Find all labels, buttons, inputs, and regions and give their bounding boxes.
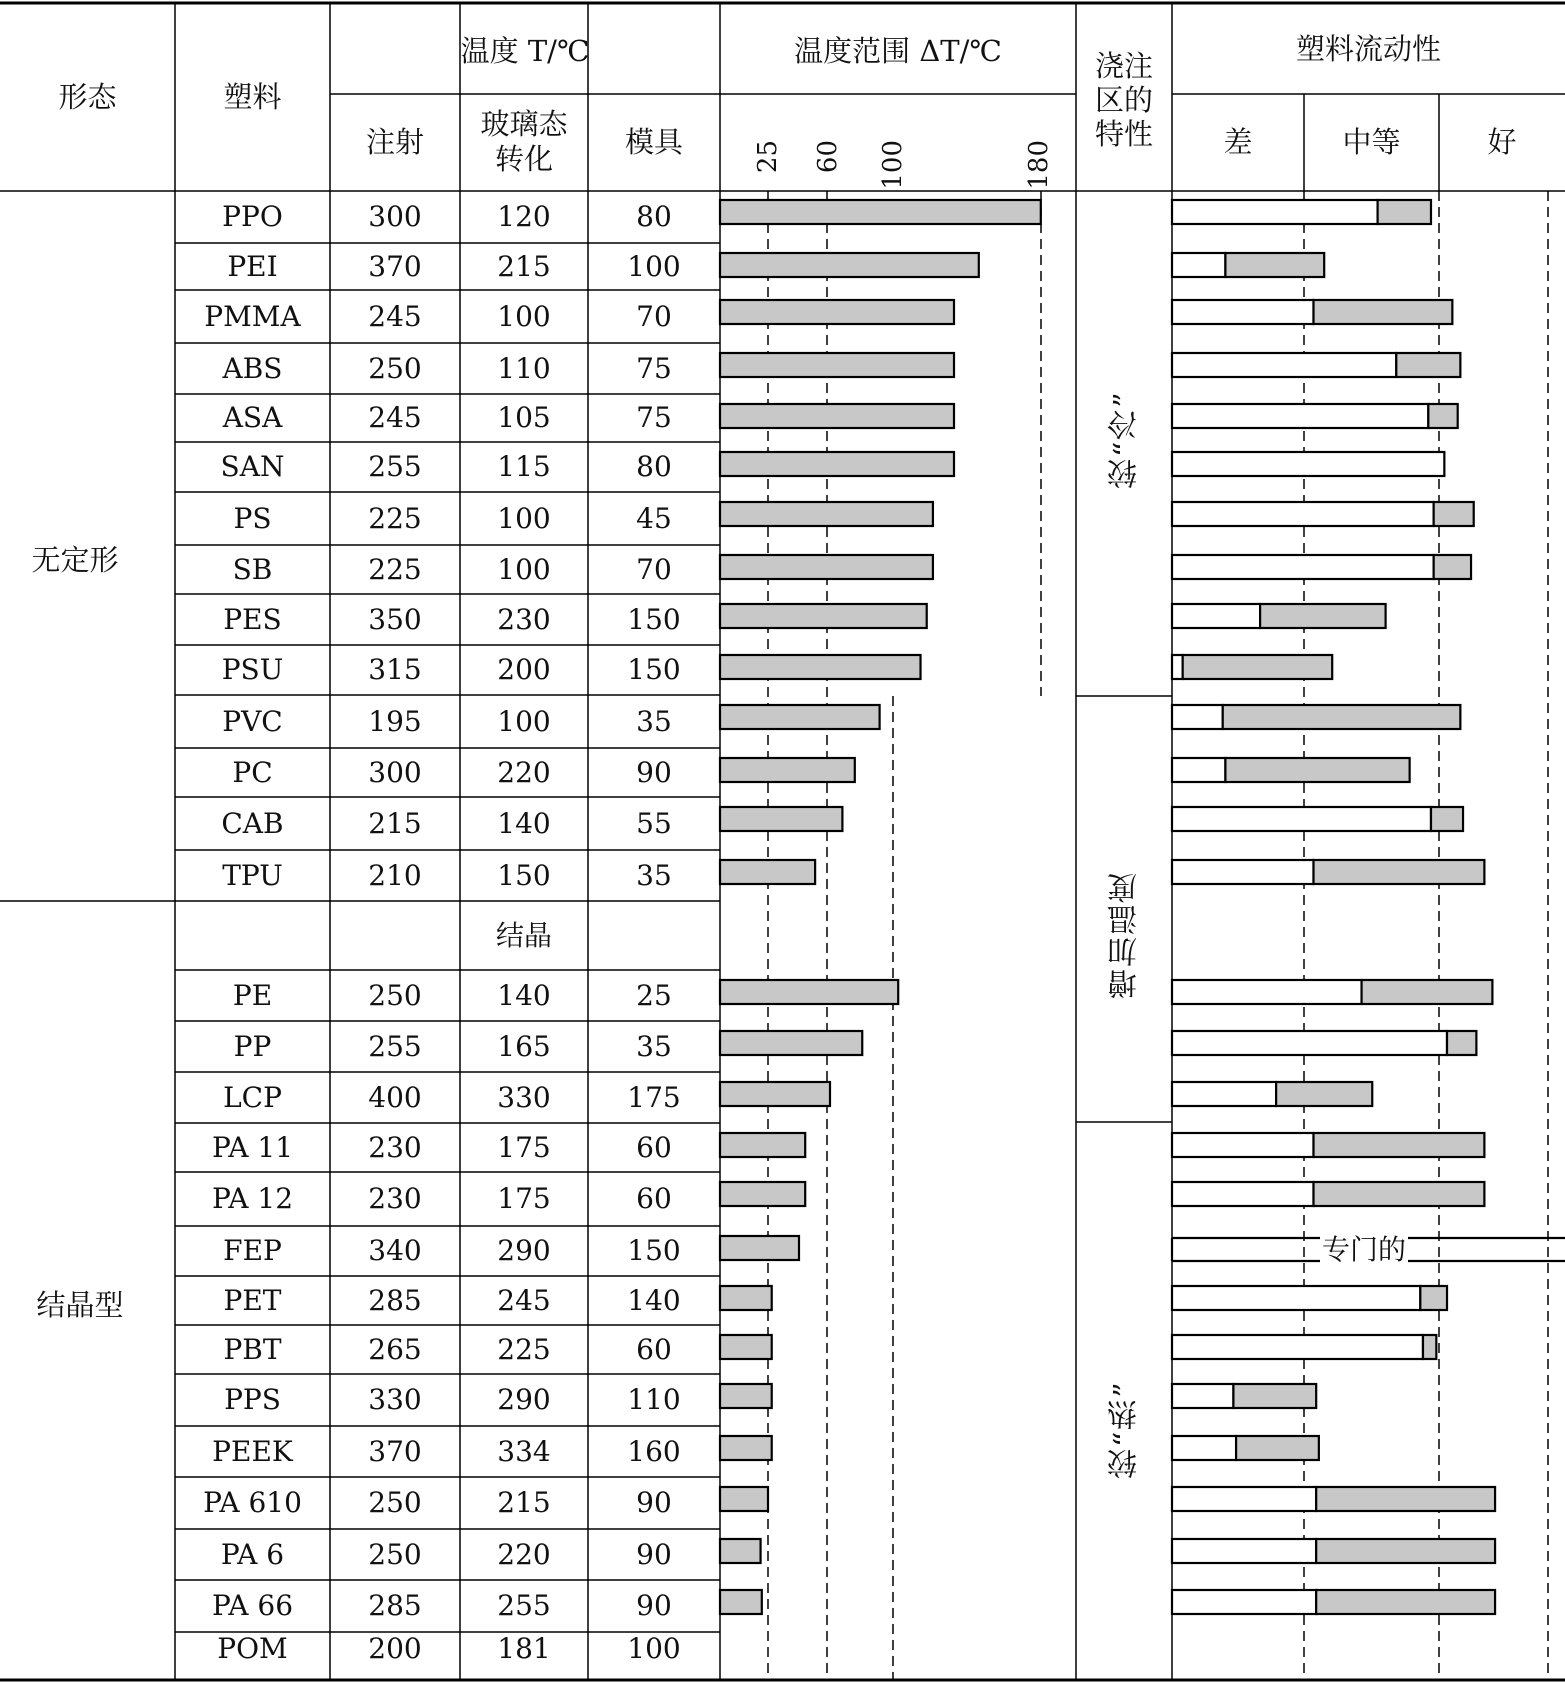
injection-temp: 330 bbox=[368, 1383, 422, 1417]
header-plastic: 塑料 bbox=[223, 79, 282, 114]
flow-bar-white bbox=[1172, 1384, 1233, 1408]
flow-bar-gray bbox=[1316, 1590, 1495, 1614]
glass-transition-temp: 334 bbox=[497, 1434, 551, 1468]
glass-transition-temp: 150 bbox=[497, 858, 551, 892]
plastic-name: LCP bbox=[223, 1080, 282, 1114]
injection-temp: 225 bbox=[368, 552, 422, 586]
injection-temp: 255 bbox=[368, 1029, 422, 1063]
flow-bar-gray bbox=[1276, 1082, 1372, 1106]
mold-temp: 75 bbox=[636, 351, 672, 385]
plastic-name: ABS bbox=[222, 351, 283, 385]
mold-temp: 25 bbox=[636, 978, 672, 1012]
injection-temp: 370 bbox=[368, 1434, 422, 1468]
flow-bar-white bbox=[1172, 758, 1225, 782]
flow-bar-white bbox=[1172, 655, 1183, 679]
glass-transition-temp: 220 bbox=[497, 755, 551, 789]
range-bar bbox=[720, 1082, 830, 1106]
header-form: 形态 bbox=[58, 79, 117, 114]
glass-transition-temp: 215 bbox=[497, 249, 551, 283]
plastic-name: PPO bbox=[222, 199, 283, 233]
injection-temp: 250 bbox=[368, 1537, 422, 1571]
plastic-name: PES bbox=[223, 602, 282, 636]
plastic-name: ASA bbox=[222, 401, 283, 435]
flow-level-medium: 中等 bbox=[1342, 124, 1401, 159]
flow-bar-white bbox=[1172, 555, 1434, 579]
range-bar bbox=[720, 200, 1041, 224]
flow-bar-gray bbox=[1223, 705, 1461, 729]
glass-transition-temp: 165 bbox=[497, 1029, 551, 1063]
header-glass-transition: 玻璃态 转化 bbox=[480, 107, 568, 176]
injection-temp: 300 bbox=[368, 199, 422, 233]
mold-temp: 160 bbox=[627, 1434, 681, 1468]
glass-transition-temp: 100 bbox=[497, 552, 551, 586]
plastic-name: FEP bbox=[223, 1234, 282, 1268]
mold-temp: 55 bbox=[636, 806, 672, 840]
injection-temp: 300 bbox=[368, 755, 422, 789]
injection-temp: 225 bbox=[368, 501, 422, 535]
mold-temp: 175 bbox=[627, 1080, 681, 1114]
flow-bar-white bbox=[1172, 452, 1444, 476]
flow-bar-gray bbox=[1314, 1133, 1485, 1157]
glass-transition-temp: 215 bbox=[497, 1486, 551, 1520]
injection-temp: 265 bbox=[368, 1332, 422, 1366]
glass-transition-temp: 100 bbox=[497, 501, 551, 535]
range-tick-100: 100 bbox=[878, 140, 908, 190]
plastic-name: PA 66 bbox=[211, 1589, 294, 1623]
flow-bar-white bbox=[1172, 300, 1314, 324]
glass-transition-temp: 110 bbox=[497, 351, 551, 385]
injection-temp: 340 bbox=[368, 1234, 422, 1268]
flow-bar-white bbox=[1172, 502, 1434, 526]
range-bar bbox=[720, 353, 954, 377]
flow-bar-gray bbox=[1423, 1335, 1436, 1359]
glass-transition-temp: 245 bbox=[497, 1283, 551, 1317]
range-bar bbox=[720, 758, 855, 782]
glass-transition-temp: 100 bbox=[497, 704, 551, 738]
flow-bar-white bbox=[1172, 1031, 1447, 1055]
mold-temp: 90 bbox=[636, 1537, 672, 1571]
flow-bar-white bbox=[1172, 1487, 1316, 1511]
mold-temp: 60 bbox=[636, 1332, 672, 1366]
injection-temp: 195 bbox=[368, 704, 422, 738]
group-amorphous: 无定形 bbox=[31, 542, 119, 577]
flow-level-good: 好 bbox=[1487, 124, 1517, 159]
range-bar bbox=[720, 1133, 805, 1157]
glass-transition-temp: 290 bbox=[497, 1234, 551, 1268]
special-label: 专门的 bbox=[1320, 1228, 1408, 1268]
flow-bar-gray bbox=[1316, 1539, 1495, 1563]
range-tick-180: 180 bbox=[1024, 140, 1054, 190]
flow-bar-gray bbox=[1434, 555, 1471, 579]
flow-bar-white bbox=[1172, 1539, 1316, 1563]
flow-bar-gray bbox=[1362, 980, 1493, 1004]
injection-temp: 315 bbox=[368, 653, 422, 687]
flow-bar-white bbox=[1172, 1590, 1316, 1614]
flow-bar-gray bbox=[1314, 860, 1485, 884]
glass-transition-temp: 330 bbox=[497, 1080, 551, 1114]
plastic-name: POM bbox=[217, 1632, 288, 1665]
plastic-name: PC bbox=[232, 755, 273, 789]
flow-bar-gray bbox=[1434, 502, 1474, 526]
range-bar bbox=[720, 1335, 772, 1359]
range-bar bbox=[720, 980, 898, 1004]
header-injection: 注射 bbox=[365, 124, 424, 159]
flow-bar-gray bbox=[1316, 1487, 1495, 1511]
glass-transition-temp: 200 bbox=[497, 653, 551, 687]
flow-bar-white bbox=[1172, 253, 1225, 277]
plastic-name: PBT bbox=[223, 1332, 282, 1366]
mold-temp: 100 bbox=[627, 249, 681, 283]
header-flowability: 塑料流动性 bbox=[1295, 31, 1441, 66]
glass-transition-temp: 140 bbox=[497, 806, 551, 840]
plastic-name: SB bbox=[232, 552, 273, 586]
injection-temp: 245 bbox=[368, 299, 422, 333]
injection-temp: 350 bbox=[368, 602, 422, 636]
plastic-name: PPS bbox=[224, 1383, 281, 1417]
range-bar bbox=[720, 404, 954, 428]
flow-bar-white bbox=[1172, 1133, 1314, 1157]
glass-transition-temp: 175 bbox=[497, 1182, 551, 1216]
flow-bar-gray bbox=[1236, 1436, 1319, 1460]
flow-bar-white bbox=[1172, 1286, 1420, 1310]
mold-temp: 35 bbox=[636, 704, 672, 738]
crystal-subheader: 结晶 bbox=[495, 919, 552, 953]
group-crystalline: 结晶型 bbox=[36, 1287, 124, 1322]
range-bar bbox=[720, 253, 979, 277]
range-bar bbox=[720, 655, 921, 679]
mold-temp: 110 bbox=[627, 1383, 681, 1417]
gate-label-cold: 较“冷” bbox=[1108, 390, 1143, 490]
mold-temp: 80 bbox=[636, 199, 672, 233]
injection-temp: 230 bbox=[368, 1130, 422, 1164]
range-bar bbox=[720, 1590, 762, 1614]
mold-temp: 45 bbox=[636, 501, 672, 535]
flow-bar-white bbox=[1172, 1335, 1423, 1359]
plastic-name: PEEK bbox=[212, 1434, 293, 1468]
mold-temp: 150 bbox=[627, 653, 681, 687]
flow-bar-gray bbox=[1233, 1384, 1316, 1408]
flow-bar-gray bbox=[1396, 353, 1460, 377]
range-bar bbox=[720, 1487, 768, 1511]
glass-transition-temp: 140 bbox=[497, 978, 551, 1012]
injection-temp: 400 bbox=[368, 1080, 422, 1114]
range-bar bbox=[720, 300, 954, 324]
range-bar bbox=[720, 1436, 772, 1460]
glass-transition-temp: 181 bbox=[497, 1632, 551, 1665]
glass-transition-temp: 230 bbox=[497, 602, 551, 636]
range-tick-60: 60 bbox=[813, 140, 843, 174]
flow-bar-white bbox=[1172, 980, 1362, 1004]
plastic-name: PA 610 bbox=[203, 1486, 302, 1520]
glass-transition-temp: 105 bbox=[497, 401, 551, 435]
range-bar bbox=[720, 1236, 799, 1260]
plastic-name: PA 12 bbox=[211, 1182, 294, 1216]
glass-transition-temp: 225 bbox=[497, 1332, 551, 1366]
injection-temp: 210 bbox=[368, 858, 422, 892]
flow-bar-white bbox=[1172, 705, 1223, 729]
range-bar bbox=[720, 1182, 805, 1206]
mold-temp: 35 bbox=[636, 1029, 672, 1063]
injection-temp: 285 bbox=[368, 1589, 422, 1623]
plastic-name: PA 11 bbox=[211, 1130, 294, 1164]
injection-temp: 200 bbox=[368, 1632, 422, 1665]
plastic-name: TPU bbox=[222, 858, 283, 892]
glass-transition-temp: 100 bbox=[497, 299, 551, 333]
flow-bar-white bbox=[1172, 404, 1428, 428]
flow-bar-white bbox=[1172, 807, 1431, 831]
injection-temp: 370 bbox=[368, 249, 422, 283]
plastic-name: PEI bbox=[227, 249, 278, 283]
flow-bar-white bbox=[1172, 1436, 1236, 1460]
mold-temp: 70 bbox=[636, 552, 672, 586]
mold-temp: 150 bbox=[627, 602, 681, 636]
plastic-name: PVC bbox=[222, 704, 283, 738]
mold-temp: 35 bbox=[636, 858, 672, 892]
flow-bar-gray bbox=[1314, 1182, 1485, 1206]
header-mold: 模具 bbox=[624, 124, 683, 159]
injection-temp: 230 bbox=[368, 1182, 422, 1216]
mold-temp: 140 bbox=[627, 1283, 681, 1317]
mold-temp: 80 bbox=[636, 450, 672, 484]
range-bar bbox=[720, 1031, 862, 1055]
glass-transition-temp: 115 bbox=[497, 450, 551, 484]
injection-temp: 215 bbox=[368, 806, 422, 840]
glass-transition-temp: 290 bbox=[497, 1383, 551, 1417]
injection-temp: 250 bbox=[368, 351, 422, 385]
plastic-name: PA 6 bbox=[220, 1537, 285, 1571]
flow-level-poor: 差 bbox=[1223, 124, 1253, 159]
glass-transition-temp: 175 bbox=[497, 1130, 551, 1164]
flow-bar-gray bbox=[1378, 200, 1431, 224]
range-bar bbox=[720, 502, 933, 526]
flow-bar-gray bbox=[1225, 758, 1409, 782]
plastic-name: CAB bbox=[221, 806, 284, 840]
header-temp-range: 温度范围 ΔT/℃ bbox=[794, 33, 1002, 68]
mold-temp: 60 bbox=[636, 1182, 672, 1216]
range-bar bbox=[720, 1286, 772, 1310]
plastic-name: PMMA bbox=[204, 299, 301, 333]
mold-temp: 90 bbox=[636, 1486, 672, 1520]
injection-temp: 245 bbox=[368, 401, 422, 435]
flow-bar-white bbox=[1172, 1082, 1276, 1106]
flow-bar-white bbox=[1172, 860, 1314, 884]
injection-temp: 250 bbox=[368, 1486, 422, 1520]
flow-bar-gray bbox=[1314, 300, 1453, 324]
range-bar bbox=[720, 452, 954, 476]
flow-bar-gray bbox=[1447, 1031, 1476, 1055]
injection-temp: 285 bbox=[368, 1283, 422, 1317]
mold-temp: 150 bbox=[627, 1234, 681, 1268]
mold-temp: 90 bbox=[636, 755, 672, 789]
range-bar bbox=[720, 807, 842, 831]
flow-bar-white bbox=[1172, 604, 1260, 628]
plastic-name: PE bbox=[232, 978, 273, 1012]
range-bar bbox=[720, 1539, 761, 1563]
mold-temp: 70 bbox=[636, 299, 672, 333]
range-tick-25: 25 bbox=[753, 140, 783, 174]
range-bar bbox=[720, 604, 927, 628]
mold-temp: 75 bbox=[636, 401, 672, 435]
flow-bar-gray bbox=[1260, 604, 1385, 628]
mold-temp: 100 bbox=[627, 1632, 681, 1665]
gate-label-hot: 较“热” bbox=[1108, 1380, 1143, 1480]
flow-bar-gray bbox=[1183, 655, 1333, 679]
mold-temp: 90 bbox=[636, 1589, 672, 1623]
plastic-name: SAN bbox=[220, 450, 285, 484]
plastic-name: PP bbox=[233, 1029, 272, 1063]
glass-transition-temp: 120 bbox=[497, 199, 551, 233]
plastic-name: PET bbox=[223, 1283, 282, 1317]
glass-transition-temp: 220 bbox=[497, 1537, 551, 1571]
range-bar bbox=[720, 705, 880, 729]
plastic-name: PSU bbox=[221, 653, 284, 687]
flow-bar-white bbox=[1172, 353, 1396, 377]
flow-bar-gray bbox=[1225, 253, 1324, 277]
flow-bar-white bbox=[1172, 200, 1378, 224]
header-gate-property: 浇注 区的 特性 bbox=[1094, 48, 1153, 152]
header-temperature: 温度 T/℃ bbox=[460, 33, 590, 68]
mold-temp: 60 bbox=[636, 1130, 672, 1164]
range-bar bbox=[720, 860, 815, 884]
flow-bar-gray bbox=[1420, 1286, 1447, 1310]
gate-label-increase: 增加温度 bbox=[1108, 871, 1143, 999]
range-bar bbox=[720, 1384, 772, 1408]
glass-transition-temp: 255 bbox=[497, 1589, 551, 1623]
plastic-name: PS bbox=[233, 501, 272, 535]
flow-bar-gray bbox=[1428, 404, 1457, 428]
flow-bar-white bbox=[1172, 1182, 1314, 1206]
injection-temp: 255 bbox=[368, 450, 422, 484]
flow-bar-gray bbox=[1431, 807, 1463, 831]
injection-temp: 250 bbox=[368, 978, 422, 1012]
range-bar bbox=[720, 555, 933, 579]
